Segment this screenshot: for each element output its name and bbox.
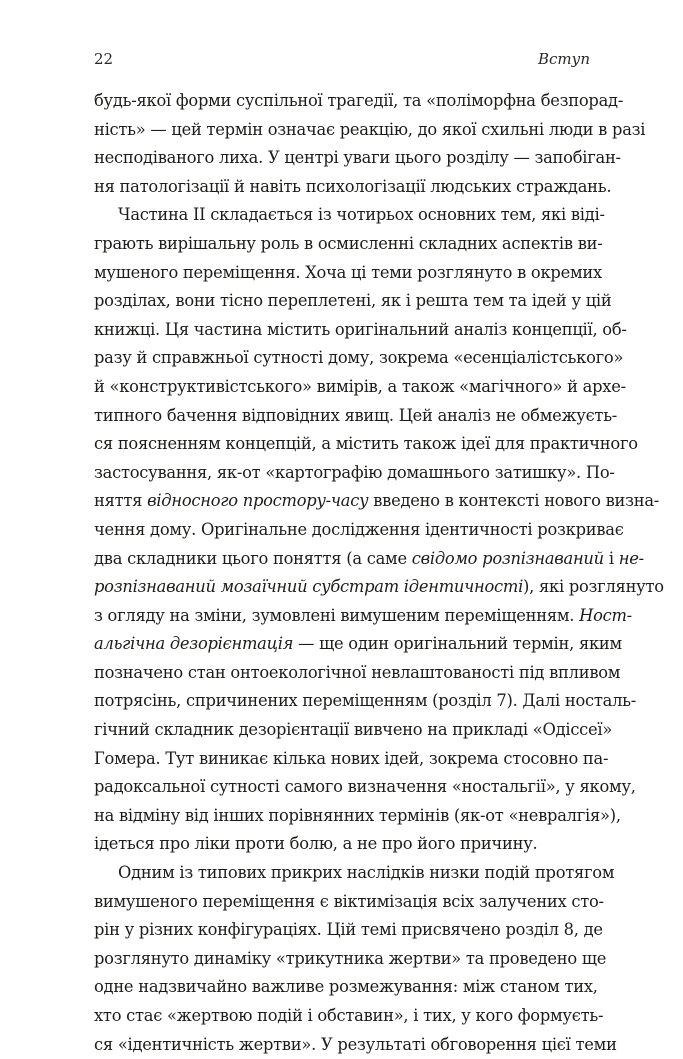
text-run: грають вирішальну роль в осмисленні складних аспектів ви-: [94, 233, 603, 253]
text-line: [94, 373, 626, 402]
text-line: [94, 316, 627, 345]
text-run: й «конструктивістського» вимірів, а також «магічного» й архе-: [94, 376, 626, 396]
text-run: мушеного переміщення. Хоча ці теми розглянуто в окремих: [94, 262, 602, 282]
text-line: [94, 830, 592, 859]
text-run: разу й справжньої сутності дому, зокрема «есенціалістського»: [94, 348, 624, 368]
text-run: розділах, вони тісно переплетені, як і решта тем та ідей у цій: [94, 291, 612, 311]
text-run: радоксальної сутності самого визначення «ностальгії», у якому,: [94, 777, 636, 797]
text-line: [94, 516, 624, 545]
italic-term: Ност-: [579, 605, 632, 625]
text-run: і: [603, 548, 619, 568]
text-line: [94, 116, 646, 145]
text-line: [94, 201, 605, 230]
text-run: введено в контексті нового визна-: [368, 491, 660, 511]
text-line: [94, 402, 618, 431]
text-run: позначено стан онтоекологічної невлаштованості під впливом: [94, 662, 621, 682]
text-line: [94, 259, 602, 288]
text-line: [94, 687, 637, 716]
text-line: [94, 230, 603, 259]
text-run: застосування, як-от «картографію домашнього затишку». По-: [94, 462, 615, 482]
text-line: [94, 973, 598, 1002]
text-run: потрясінь, спричинених переміщенням (розділ 7). Далі носталь-: [94, 691, 637, 711]
italic-term: розпізнаваний мозаїчний субстрат ідентичності: [94, 577, 524, 597]
text-line: [94, 716, 613, 745]
text-line: [94, 287, 612, 316]
italic-term: альгічна дезорієнтація: [94, 634, 294, 654]
text-line: [94, 773, 636, 802]
text-run: ся поясненням концепцій, а містить також ідеї для практичного: [94, 434, 638, 454]
text-run: чення дому. Оригінальне дослідження ідентичності розкриває: [94, 519, 624, 539]
text-line: [94, 745, 609, 774]
body-text: [94, 87, 664, 1059]
text-line: [94, 144, 621, 173]
text-line: [94, 487, 660, 516]
text-line: [94, 859, 615, 888]
text-line: [94, 1002, 604, 1031]
text-line: [94, 888, 604, 917]
text-run: ність» — цей термін означає реакцію, до якої схильні люди в разі: [94, 119, 646, 139]
text-line: [94, 916, 603, 945]
running-head: [94, 50, 590, 74]
text-run: няття: [94, 491, 148, 511]
text-run: хто стає «жертвою подій і обставин», і тих, у кого формуєть-: [94, 1006, 604, 1025]
text-run: ся «ідентичність жертви». У результаті обговорення цієї теми: [94, 1034, 617, 1054]
text-run: ), які розглянуто: [523, 577, 664, 597]
text-run: несподіваного лиха. У центрі уваги цього розділу — запобіган-: [94, 148, 621, 168]
text-run: вимушеного переміщення є віктимізація всіх залучених сто-: [94, 891, 604, 911]
text-run: з огляду на зміни, зумовлені вимушеним переміщенням.: [94, 605, 580, 625]
italic-term: відносного простору-часу: [147, 491, 369, 511]
text-run: два складники цього поняття (а саме: [94, 548, 412, 568]
text-line: [94, 945, 607, 974]
text-run: на відміну від інших порівнянних термінів (як-от «невралгія»),: [94, 805, 621, 825]
text-line: [94, 87, 624, 116]
page-number: 22: [94, 50, 114, 68]
text-run: книжці. Ця частина містить оригінальний аналіз концепції, об-: [94, 319, 627, 339]
text-run: — ще один оригінальний термін, яким: [293, 634, 622, 654]
italic-term: свідомо розпізнаваний: [411, 548, 604, 568]
text-run: Гомера. Тут виникає кілька нових ідей, зокрема стосовно па-: [94, 748, 609, 768]
text-run: ня патологізації й навіть психологізації людських страждань.: [94, 176, 612, 196]
text-run: типного бачення відповідних явищ. Цей аналіз не обмежуєть-: [94, 405, 618, 425]
italic-term: не-: [618, 548, 644, 568]
text-run: одне надзвичайно важливе розмежування: між станом тих,: [94, 977, 598, 997]
text-line: [94, 573, 664, 602]
text-run: Одним із типових прикрих наслідків низки подій протягом: [118, 863, 615, 883]
text-line: [94, 630, 622, 659]
text-line: [94, 545, 644, 574]
text-run: гічний складник дезорієнтації вивчено на прикладі «Одіссеї»: [94, 720, 613, 740]
text-line: [94, 602, 632, 631]
text-run: розглянуто динаміку «трикутника жертви» та проведено ще: [94, 948, 607, 968]
text-line: [94, 659, 621, 688]
text-run: будь-якої форми суспільної трагедії, та «поліморфна безпорад-: [94, 91, 624, 110]
text-line: [94, 802, 621, 831]
text-run: рін у різних конфігураціях. Цій темі присвячено розділ 8, де: [94, 920, 603, 940]
text-run: ідеться про ліки проти болю, а не про його причину.: [94, 834, 538, 854]
text-line: [94, 459, 615, 488]
text-run: Частина ІІ складається із чотирьох основних тем, які віді-: [118, 205, 605, 225]
text-line: [94, 1031, 617, 1059]
text-line: [94, 173, 612, 202]
section-title: Вступ: [537, 50, 590, 68]
text-line: [94, 344, 624, 373]
text-line: [94, 430, 638, 459]
